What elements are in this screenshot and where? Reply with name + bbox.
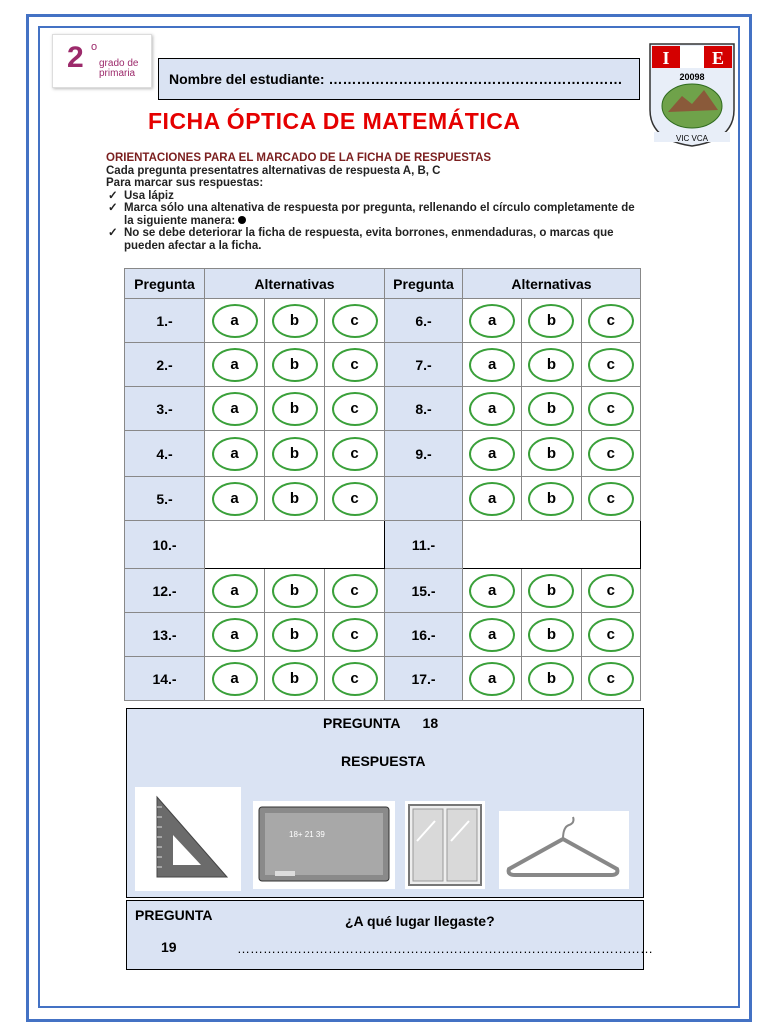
option-cell bbox=[581, 613, 640, 657]
option-cell bbox=[325, 657, 385, 701]
option-cell bbox=[463, 387, 522, 431]
option-bubble-b[interactable]: b bbox=[528, 618, 574, 652]
option-bubble-c[interactable]: c bbox=[332, 392, 378, 426]
option-cell bbox=[325, 613, 385, 657]
option-cell bbox=[205, 431, 265, 477]
option-cell bbox=[522, 477, 581, 521]
option-cell bbox=[265, 657, 325, 701]
option-bubble-a[interactable]: a bbox=[212, 348, 258, 382]
option-bubble-a[interactable]: a bbox=[469, 348, 515, 382]
option-bubble-c[interactable]: c bbox=[588, 392, 634, 426]
option-bubble-b[interactable]: b bbox=[528, 662, 574, 696]
table-row bbox=[125, 521, 641, 569]
option-bubble-a[interactable]: a bbox=[469, 662, 515, 696]
option-cell bbox=[522, 387, 581, 431]
option-cell bbox=[265, 613, 325, 657]
q19-answer-line[interactable]: …………………………………………………………………………………… bbox=[237, 941, 653, 956]
option-cell bbox=[581, 431, 640, 477]
option-bubble-a[interactable]: a bbox=[212, 482, 258, 516]
option-bubble-b[interactable]: b bbox=[528, 304, 574, 338]
emblem-bottom: VIC VCA bbox=[675, 134, 709, 143]
option-cell bbox=[463, 343, 522, 387]
option-bubble-c[interactable]: c bbox=[332, 437, 378, 471]
question-number-left: 2.- bbox=[125, 343, 205, 387]
option-cell bbox=[581, 477, 640, 521]
option-bubble-b[interactable]: b bbox=[528, 392, 574, 426]
option-cell bbox=[265, 299, 325, 343]
option-cell bbox=[325, 477, 385, 521]
option-bubble-b[interactable]: b bbox=[528, 574, 574, 608]
page-title: FICHA ÓPTICA DE MATEMÁTICA bbox=[148, 108, 521, 134]
emblem-code: 20098 bbox=[679, 72, 705, 82]
question-number-right: 6.- bbox=[385, 299, 463, 343]
option-bubble-a[interactable]: a bbox=[469, 304, 515, 338]
question-number-right bbox=[385, 477, 463, 521]
option-bubble-c[interactable]: c bbox=[332, 304, 378, 338]
option-cell bbox=[325, 299, 385, 343]
emblem-right-letter: E bbox=[711, 48, 725, 68]
option-bubble-c[interactable]: c bbox=[588, 304, 634, 338]
orientations-line2: Para marcar sus respuestas: bbox=[106, 177, 264, 189]
option-bubble-c[interactable]: c bbox=[588, 482, 634, 516]
option-bubble-a[interactable]: a bbox=[469, 437, 515, 471]
option-cell bbox=[265, 431, 325, 477]
header-question-right: Pregunta bbox=[385, 269, 463, 299]
table-row bbox=[125, 431, 641, 477]
orientation-item-1: ✓ Usa lápiz bbox=[106, 190, 646, 203]
orientations-heading: ORIENTACIONES PARA EL MARCADO DE LA FICHA DE RESPUESTAS bbox=[106, 152, 492, 164]
question-number-right: 11.- bbox=[385, 521, 463, 569]
option-cell bbox=[581, 569, 640, 613]
option-cell bbox=[205, 343, 265, 387]
logo-line2: primaria bbox=[99, 68, 136, 79]
option-cell bbox=[265, 387, 325, 431]
question-number-right: 8.- bbox=[385, 387, 463, 431]
question-number-left: 1.- bbox=[125, 299, 205, 343]
option-cell bbox=[325, 569, 385, 613]
option-cell bbox=[463, 299, 522, 343]
question-number-right: 7.- bbox=[385, 343, 463, 387]
option-bubble-a[interactable]: a bbox=[469, 574, 515, 608]
option-cell bbox=[463, 431, 522, 477]
option-cell bbox=[265, 569, 325, 613]
option-bubble-b[interactable]: b bbox=[528, 437, 574, 471]
option-bubble-c[interactable]: c bbox=[588, 662, 634, 696]
set-square-image[interactable] bbox=[135, 787, 241, 891]
option-bubble-c[interactable]: c bbox=[332, 662, 378, 696]
option-bubble-b[interactable]: b bbox=[272, 348, 318, 382]
logo-sup: o bbox=[91, 41, 98, 53]
header-alternatives-right: Alternativas bbox=[463, 269, 641, 299]
q19-number: 19 bbox=[161, 939, 177, 955]
option-cell bbox=[205, 387, 265, 431]
option-cell bbox=[325, 431, 385, 477]
option-bubble-b[interactable]: b bbox=[272, 392, 318, 426]
option-cell bbox=[205, 569, 265, 613]
option-cell bbox=[581, 299, 640, 343]
header-alternatives-left: Alternativas bbox=[205, 269, 385, 299]
option-bubble-a[interactable]: a bbox=[469, 482, 515, 516]
student-name-field[interactable] bbox=[158, 58, 640, 100]
table-row bbox=[125, 569, 641, 613]
option-bubble-b[interactable]: b bbox=[272, 437, 318, 471]
question-number-left: 10.- bbox=[125, 521, 205, 569]
option-bubble-b[interactable]: b bbox=[272, 304, 318, 338]
filled-circle-icon bbox=[238, 216, 246, 224]
option-bubble-a[interactable]: a bbox=[469, 392, 515, 426]
option-bubble-c[interactable]: c bbox=[588, 618, 634, 652]
option-cell bbox=[463, 613, 522, 657]
option-cell bbox=[325, 387, 385, 431]
option-cell bbox=[581, 657, 640, 701]
orientation-item-3: ✓ No se debe deteriorar la ficha de respuesta, evita borrones, enmendaduras, o marcas que pueden afectar a la ficha. bbox=[106, 227, 646, 252]
option-cell bbox=[581, 343, 640, 387]
option-bubble-a[interactable]: a bbox=[212, 618, 258, 652]
table-row bbox=[125, 343, 641, 387]
option-bubble-b[interactable]: b bbox=[272, 482, 318, 516]
chalkboard-image[interactable] bbox=[253, 801, 395, 889]
option-cell bbox=[463, 657, 522, 701]
option-cell bbox=[265, 477, 325, 521]
q19-question: ¿A qué lugar llegaste? bbox=[345, 913, 495, 929]
option-bubble-c[interactable]: c bbox=[332, 482, 378, 516]
open-answer-box[interactable] bbox=[205, 521, 385, 569]
option-bubble-a[interactable]: a bbox=[212, 392, 258, 426]
question-19-section bbox=[126, 900, 653, 970]
option-bubble-c[interactable]: c bbox=[332, 574, 378, 608]
option-cell bbox=[522, 613, 581, 657]
orientations-line1: Cada pregunta presentatres alternativas de respuesta A, B, C bbox=[106, 164, 441, 177]
orientation-item-2 bbox=[106, 202, 646, 227]
question-number-right: 17.- bbox=[385, 657, 463, 701]
option-bubble-a[interactable]: a bbox=[212, 437, 258, 471]
table-row bbox=[125, 613, 641, 657]
option-cell bbox=[325, 343, 385, 387]
q18-answer-label: RESPUESTA bbox=[341, 753, 426, 769]
table-row bbox=[125, 387, 641, 431]
logo-number: 2 bbox=[67, 41, 84, 74]
option-cell bbox=[522, 343, 581, 387]
option-cell bbox=[581, 387, 640, 431]
q19-label: PREGUNTA bbox=[135, 907, 213, 923]
question-number-left: 13.- bbox=[125, 613, 205, 657]
option-cell bbox=[522, 657, 581, 701]
emblem-left-letter: I bbox=[662, 48, 670, 68]
table-row bbox=[125, 477, 641, 521]
option-bubble-b[interactable]: b bbox=[272, 662, 318, 696]
option-bubble-c[interactable]: c bbox=[588, 348, 634, 382]
q18-label: PREGUNTA bbox=[323, 715, 401, 731]
option-cell bbox=[463, 569, 522, 613]
option-bubble-b[interactable]: b bbox=[528, 348, 574, 382]
question-number-left: 12.- bbox=[125, 569, 205, 613]
question-number-left: 5.- bbox=[125, 477, 205, 521]
option-bubble-c[interactable]: c bbox=[588, 574, 634, 608]
option-bubble-a[interactable]: a bbox=[212, 574, 258, 608]
question-number-right: 15.- bbox=[385, 569, 463, 613]
option-bubble-b[interactable]: b bbox=[272, 618, 318, 652]
hanger-image[interactable] bbox=[499, 811, 629, 889]
header-question-left: Pregunta bbox=[125, 269, 205, 299]
question-number-right: 16.- bbox=[385, 613, 463, 657]
question-number-left: 4.- bbox=[125, 431, 205, 477]
option-cell bbox=[205, 613, 265, 657]
table-row bbox=[125, 299, 641, 343]
student-name-label: Nombre del estudiante: ……………………………………………………… bbox=[169, 71, 623, 87]
option-cell bbox=[205, 477, 265, 521]
option-bubble-c[interactable]: c bbox=[332, 348, 378, 382]
option-bubble-a[interactable]: a bbox=[212, 662, 258, 696]
question-number-right: 9.- bbox=[385, 431, 463, 477]
option-cell bbox=[463, 477, 522, 521]
school-emblem bbox=[646, 40, 738, 148]
option-cell bbox=[522, 299, 581, 343]
option-cell bbox=[522, 431, 581, 477]
option-bubble-c[interactable]: c bbox=[588, 437, 634, 471]
chalkboard-text: 18+ 21 39 bbox=[289, 830, 325, 839]
option-bubble-b[interactable]: b bbox=[272, 574, 318, 608]
option-cell bbox=[205, 657, 265, 701]
question-18-section bbox=[126, 708, 644, 898]
grade-logo bbox=[52, 34, 152, 88]
option-cell bbox=[265, 343, 325, 387]
option-cell bbox=[205, 299, 265, 343]
option-bubble-a[interactable]: a bbox=[469, 618, 515, 652]
table-row bbox=[125, 657, 641, 701]
option-bubble-c[interactable]: c bbox=[332, 618, 378, 652]
orientations bbox=[106, 152, 646, 252]
window-image[interactable] bbox=[405, 801, 485, 889]
orientation-item-2-text: Marca sólo una altenativa de respuesta por pregunta, rellenando el círculo completamente de la siguiente manera: bbox=[124, 202, 635, 227]
q18-number: 18 bbox=[422, 715, 439, 731]
open-answer-box[interactable] bbox=[463, 521, 641, 569]
logo-line1: grado de bbox=[99, 58, 139, 69]
question-number-left: 3.- bbox=[125, 387, 205, 431]
option-cell bbox=[522, 569, 581, 613]
question-number-left: 14.- bbox=[125, 657, 205, 701]
option-bubble-b[interactable]: b bbox=[528, 482, 574, 516]
option-bubble-a[interactable]: a bbox=[212, 304, 258, 338]
answer-grid bbox=[124, 268, 641, 701]
